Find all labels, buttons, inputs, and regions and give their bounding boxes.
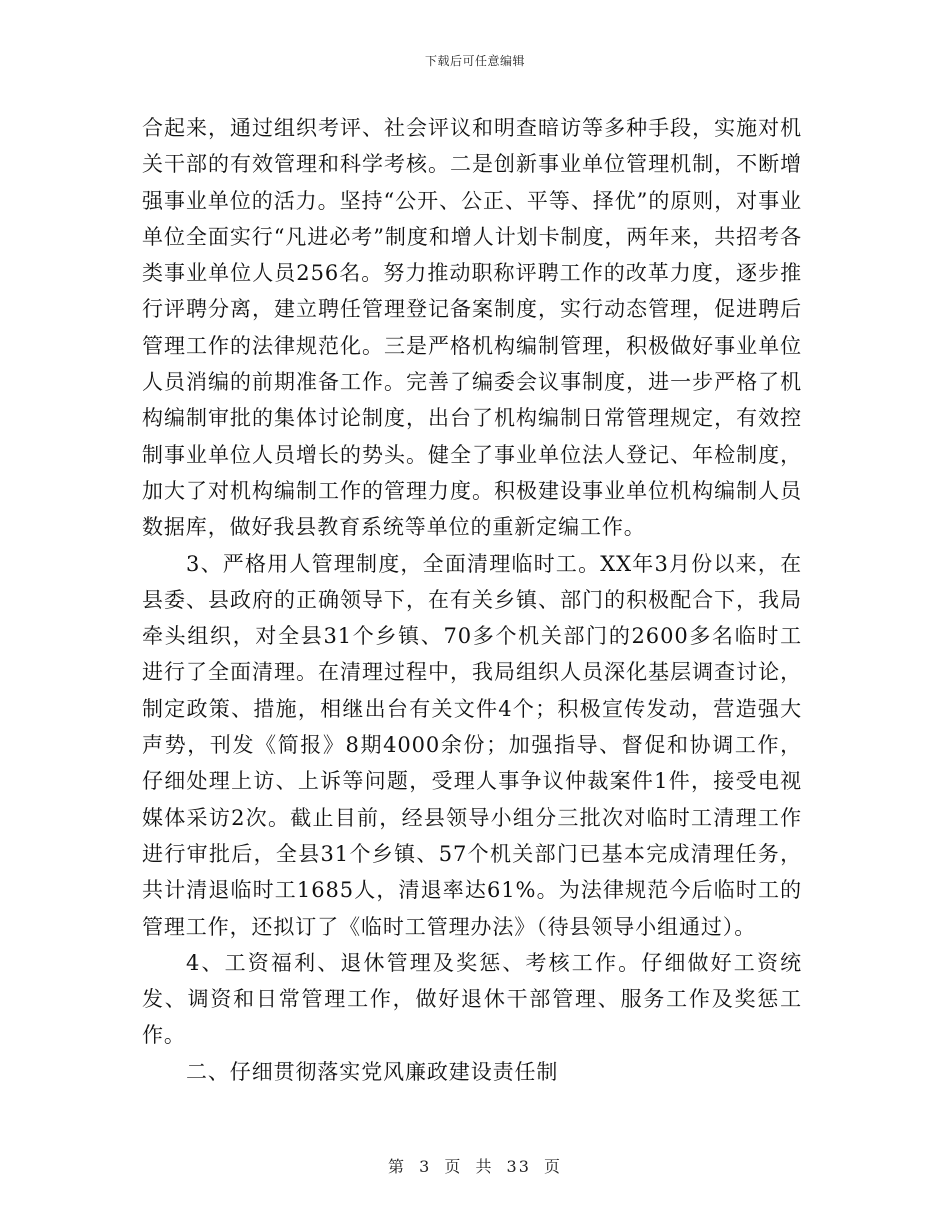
page-header: 下载后可任意编辑	[424, 54, 525, 68]
page-number-footer: 第 3 页 共 33 页	[388, 1157, 562, 1176]
paragraph-item-4: 4、工资福利、退休管理及奖惩、考核工作。仔细做好工资统发、调资和日常管理工作，做好退休干部管理、服务工作及奖惩工作。	[142, 950, 802, 1048]
paragraph-item-3: 3、严格用人管理制度，全面清理临时工。XX年3月份以来，在县委、县政府的正确领导下，在有关乡镇、部门的积极配合下，我局牵头组织，对全县31个乡镇、70多个机关部门的2600多名临时工进行了全面清理。在清理过程中，我局组织人员深化基层调查讨论，制定政策、措施，相继出台有关文件4个；积极宣传发动，营造强大声势，刊发《简报》8期4000余份；加强指导、督促和协调工作，仔细处理上访、上诉等问题，受理人事争议仲裁案件1件，接受电视媒体采访2次。截止目前，经县领导小组分三批次对临时工清理工作进行审批后，全县31个乡镇、57个机关部门已基本完成清理任务，共计清退临时工1685人，清退率达61%。为法律规范今后临时工的管理工作，还拟订了《临时工管理办法》（待县领导小组通过）。	[142, 551, 802, 939]
paragraph-continuation: 合起来，通过组织考评、社会评议和明查暗访等多种手段，实施对机关干部的有效管理和科学考核。二是创新事业单位管理机制，不断增强事业单位的活力。坚持“公开、公正、平等、择优”的原则，对事业单位全面实行“凡进必考”制度和增人计划卡制度，两年来，共招考各类事业单位人员256名。努力推动职称评聘工作的改革力度，逐步推行评聘分离，建立聘任管理登记备案制度，实行动态管理，促进聘后管理工作的法律规范化。三是严格机构编制管理，积极做好事业单位人员消编的前期准备工作。完善了编委会议事制度，进一步严格了机构编制审批的集体讨论制度，出台了机构编制日常管理规定，有效控制事业单位人员增长的势头。健全了事业单位法人登记、年检制度，加大了对机构编制工作的管理力度。积极建设事业单位机构编制人员数据库，做好我县教育系统等单位的重新定编工作。	[142, 116, 802, 540]
document-body	[142, 110, 802, 1090]
section-heading-2: 二、仔细贯彻落实党风廉政建设责任制	[186, 1059, 559, 1084]
